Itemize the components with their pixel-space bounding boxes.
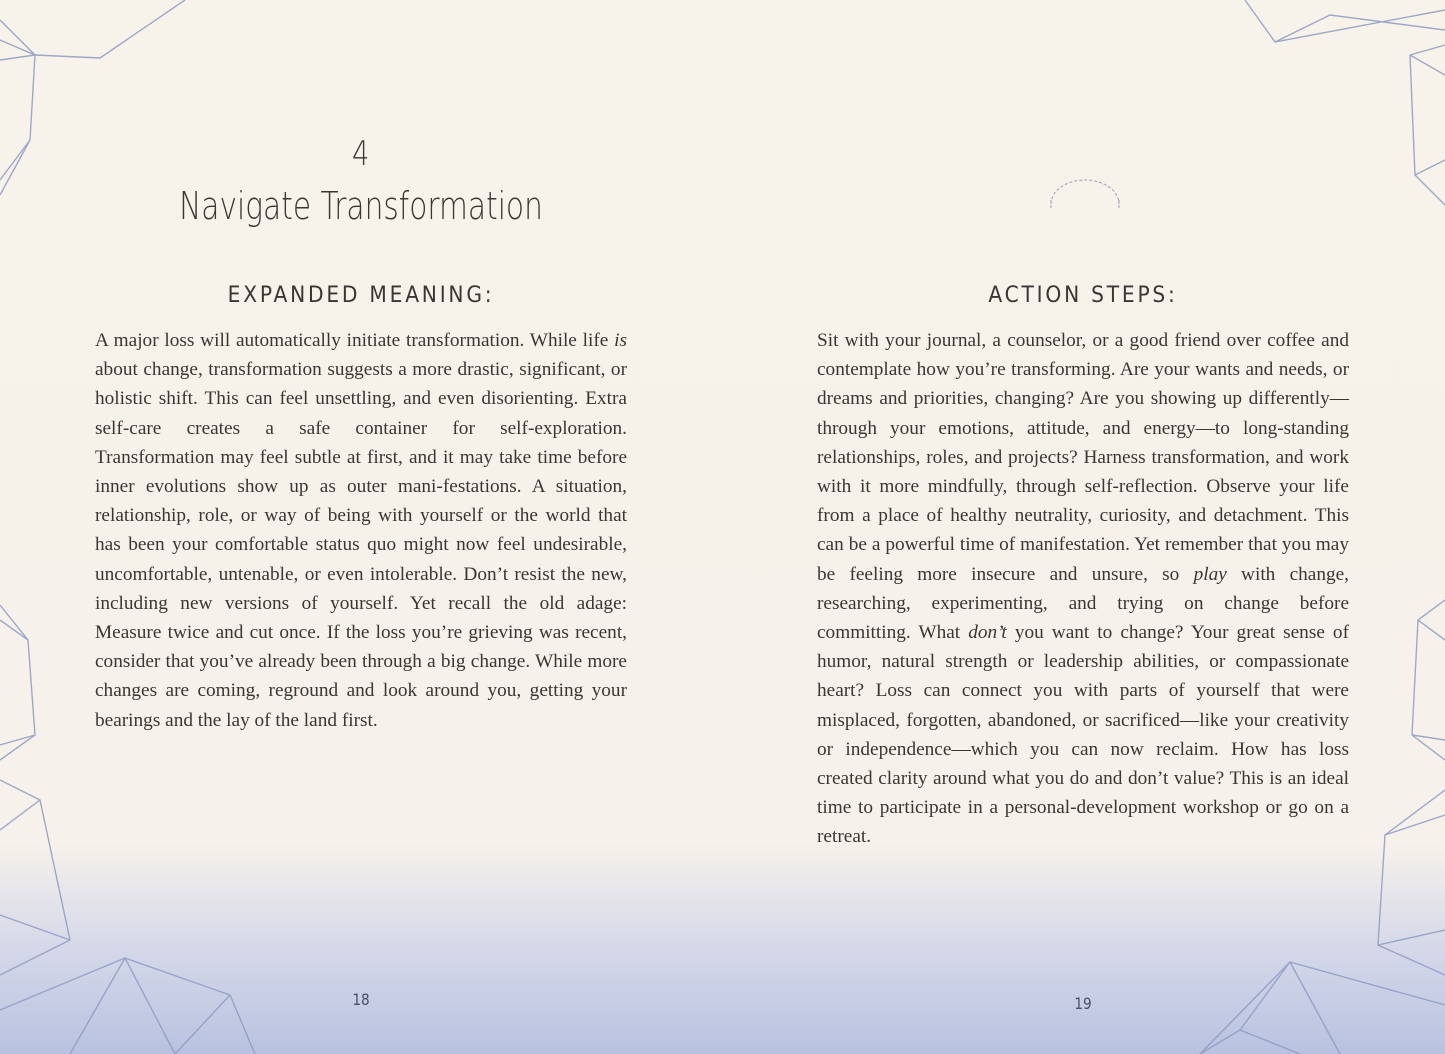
page-number-left: 18	[352, 990, 370, 1009]
expanded-meaning-text	[95, 326, 627, 735]
body-text-segment: Sit with your journal, a counselor, or a good friend over coffee and contemplate how you’re transforming. Are your wants and needs, or dreams and priorities, changing? Are you showing up differently—through your emotions, attitude, and energy—to long-standing relationships, roles, and projects? Harness transformation, and work with it more mindfully, through self-reflection. Observe your life from a place of healthy neutrality, curiosity, and detachment. This can be a powerful time of manifestation. Yet remember that you may be feeling more insecure and unsure, so	[817, 330, 1349, 585]
page-number-right: 19	[1074, 994, 1092, 1013]
right-page	[817, 0, 1349, 1054]
body-text-segment: with change, researching, experimenting, and trying on change before committing. What	[817, 563, 1349, 644]
emphasis-text: play	[1193, 563, 1227, 585]
moon-icon	[1035, 140, 1135, 210]
section-heading-action-steps: ACTION STEPS:	[988, 283, 1178, 308]
body-text-segment: you want to change? Your great sense of humor, natural strength or leadership abilities, or compassionate heart? Loss can connect you with parts of yourself that were misplaced, forgotten, abandoned, or sacrificed—like your creativity or independence—which you can now reclaim. How has loss created clarity around what you do and don’t value? This is an ideal time to participate in a personal-development workshop or go on a retreat.	[817, 622, 1349, 848]
action-steps-text	[817, 326, 1349, 852]
chapter-number: 4	[351, 134, 371, 174]
emphasis-text: don’t	[968, 622, 1007, 644]
section-heading-expanded-meaning: EXPANDED MEANING:	[227, 283, 495, 308]
body-text-segment: A major loss will automatically initiate transformation. While life	[95, 330, 615, 351]
left-page	[95, 0, 627, 1054]
body-text-segment: about change, transformation suggests a more drastic, significant, or holistic shift. This can feel unsettling, and even disorienting. Extra self-care creates a safe container for self-exploration. Transformation may feel subtle at first, and it may take time before inner evolutions show up as outer mani-festations. A situation, relationship, role, or way of being with yourself or the world that has been your comfortable status quo might now feel undesirable, uncomfortable, untenable, or even intolerable. Don’t resist the new, including new versions of yourself. Yet recall the old adage: Measure twice and cut once. If the loss you’re grieving was recent, consider that you’ve already been through a big change. While more changes are coming, reground and look around you, getting your bearings and the lay of the land first.	[95, 359, 627, 731]
chapter-title: Navigate Transformation	[179, 184, 543, 228]
emphasis-text: is	[614, 330, 627, 351]
